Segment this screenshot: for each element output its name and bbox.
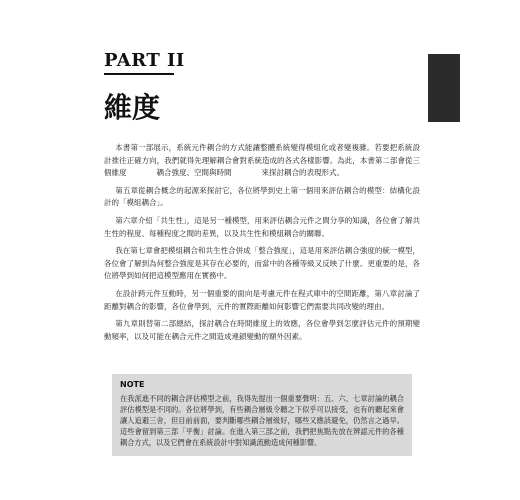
note-box xyxy=(112,374,412,456)
part-title: 維度 xyxy=(104,91,161,124)
section-tab-marker xyxy=(428,54,460,122)
body-text xyxy=(104,142,420,348)
paragraph: 我在第七章會把模組耦合和共生性合併成「整合強度」，這是用來評估耦合強度的統一模型，各位會了解到為何整合強度是其存在必要的，而當中的各種等級又反映了什麼。更重要的是，各位將學到如何把這模型應用在實務中。 xyxy=(104,246,420,281)
paragraph: 本書第一部展示，系統元件耦合的方式能讓整體系統變得模組化或者變複雜。若要把系統設計推往正確方向，我們就得先理解耦合會對系統造成的各式各樣影響。為此，本書第二部會從三個維度 耦合強度、空間與時間 來探討耦合的表現形式。 xyxy=(104,143,420,178)
part-underline xyxy=(104,73,174,75)
note-body: 在我派進不同的耦合評估模型之前，我得先提出一個重要聲明：五、六、七章討論的耦合評估模型是不同的。各位將學到，有些耦合層級令聽之下似乎可以接受，也有的聽起來會讓人追避三舍，但目前前面，要判斷哪些耦合層級好，哪些又應該避免，仍然言之過早。這些會留到第三部「平衡」討論。在進入第三部之前，我們把焦點先放在辨認元件的各種耦合方式，以及它們會在系統設計中對知識流動造成何種影響。 xyxy=(120,394,404,447)
paragraph: 第五章從耦合概念的起源來探討它，各位將學到史上第一個用來評估耦合的模型：結構化設計的「模組耦合」。 xyxy=(104,185,420,208)
paragraph: 第六章介紹「共生性」，這是另一種模型，用來評估耦合元件之間分享的知識，各位會了解共生性的程度、每種程度之間的差異，以及共生性和模組耦合的關聯。 xyxy=(104,215,420,238)
note-title: NOTE xyxy=(120,380,145,389)
paragraph: 第九章則替第二部總結，探討耦合在時間維度上的效應，各位會學到怎麼評估元件的預期變動頻率，以及可能在耦合元件之間造成連鎖變動的額外因素。 xyxy=(104,319,420,341)
part-label: PART II xyxy=(104,50,185,71)
paragraph: 在設計跨元件互動時，另一個重要的面向是考慮元件在程式庫中的空間距離，第八章討論了距離對耦合的影響，各位會學到，元件的實際距離如何影響它們需要共同改變的理由。 xyxy=(104,288,420,311)
